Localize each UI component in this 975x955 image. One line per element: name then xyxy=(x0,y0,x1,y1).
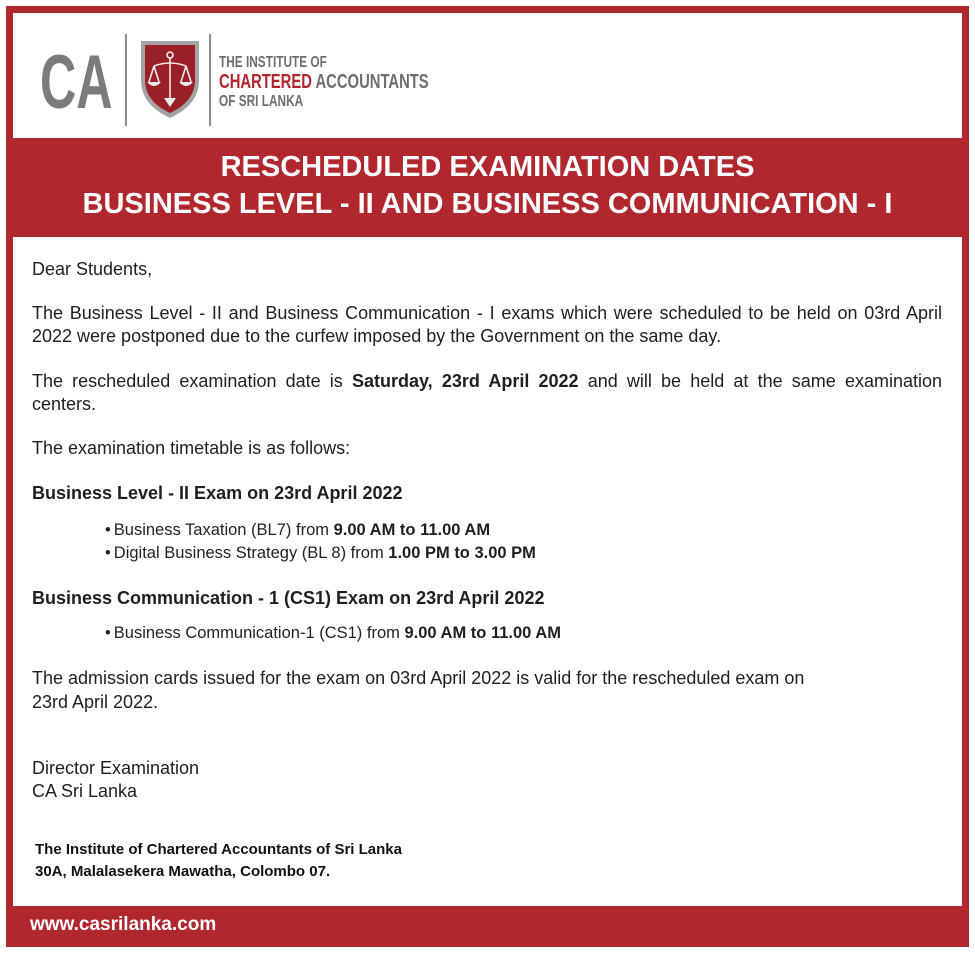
paragraph-2-text-before: The rescheduled examination date is xyxy=(32,371,352,391)
logo-accountants: ACCOUNTANTS xyxy=(315,71,429,93)
paragraph-2-line-2: centers. xyxy=(32,394,97,414)
signature-organization: CA Sri Lanka xyxy=(32,781,138,801)
page-title-line-1: RESCHEDULED EXAMINATION DATES xyxy=(220,151,755,183)
paragraph-4-line-1: The admission cards issued for the exam on 03rd April 2022 is valid for the rescheduled exam on xyxy=(32,668,805,688)
website-link[interactable]: www.casrilanka.com xyxy=(30,914,217,935)
bullet-marker: • xyxy=(105,624,111,642)
logo-abbreviation: CA xyxy=(40,40,113,125)
timetable-item-time: 1.00 PM to 3.00 PM xyxy=(388,544,536,562)
logo-seal-icon xyxy=(138,38,202,120)
paragraph-4-line-2: 23rd April 2022. xyxy=(32,692,159,712)
logo-line-2 xyxy=(219,71,429,93)
logo-divider-right xyxy=(209,34,211,126)
timetable-item-time: 9.00 AM to 11.00 AM xyxy=(333,521,491,539)
timetable-item xyxy=(105,519,490,541)
logo-chartered: CHARTERED xyxy=(219,71,312,93)
bullet-marker: • xyxy=(105,544,111,562)
timetable-item xyxy=(105,622,561,644)
timetable-item xyxy=(105,542,536,564)
rescheduled-date: Saturday, 23rd April 2022 xyxy=(351,371,579,391)
section-1-heading: Business Level - II Exam on 23rd April 2022 xyxy=(32,483,403,503)
logo-wordmark xyxy=(219,54,429,110)
paragraph-1-line-1: The Business Level - II and Business Communication - I exams which were scheduled to be held on 03rd April xyxy=(32,303,942,323)
timetable-item-subject: Digital Business Strategy (BL 8) from xyxy=(113,544,389,562)
logo-divider-left xyxy=(125,34,127,126)
section-2-heading: Business Communication - 1 (CS1) Exam on 23rd April 2022 xyxy=(32,588,545,608)
timetable-item-subject: Business Communication-1 (CS1) from xyxy=(113,624,405,642)
signature-title: Director Examination xyxy=(32,758,200,778)
timetable-item-time: 9.00 AM to 11.00 AM xyxy=(404,624,561,642)
timetable-item-subject: Business Taxation (BL7) from xyxy=(113,521,334,539)
paragraph-1-line-2: 2022 were postponed due to the curfew imposed by the Government on the same day. xyxy=(32,326,722,346)
address-line-2: 30A, Malalasekera Mawatha, Colombo 07. xyxy=(35,863,331,880)
bullet-marker: • xyxy=(105,521,111,539)
paragraph-3: The examination timetable is as follows: xyxy=(32,438,351,458)
address-line-1: The Institute of Chartered Accountants of Sri Lanka xyxy=(35,841,402,858)
greeting: Dear Students, xyxy=(32,259,153,279)
paragraph-2-text-after: and will be held at the same examination xyxy=(578,371,943,391)
paragraph-2-line-1 xyxy=(32,370,942,393)
logo-line-1: THE INSTITUTE OF xyxy=(219,54,327,71)
logo-line-3: OF SRI LANKA xyxy=(219,93,304,110)
page-title-line-2: BUSINESS LEVEL - II AND BUSINESS COMMUNICATION - I xyxy=(82,188,893,220)
